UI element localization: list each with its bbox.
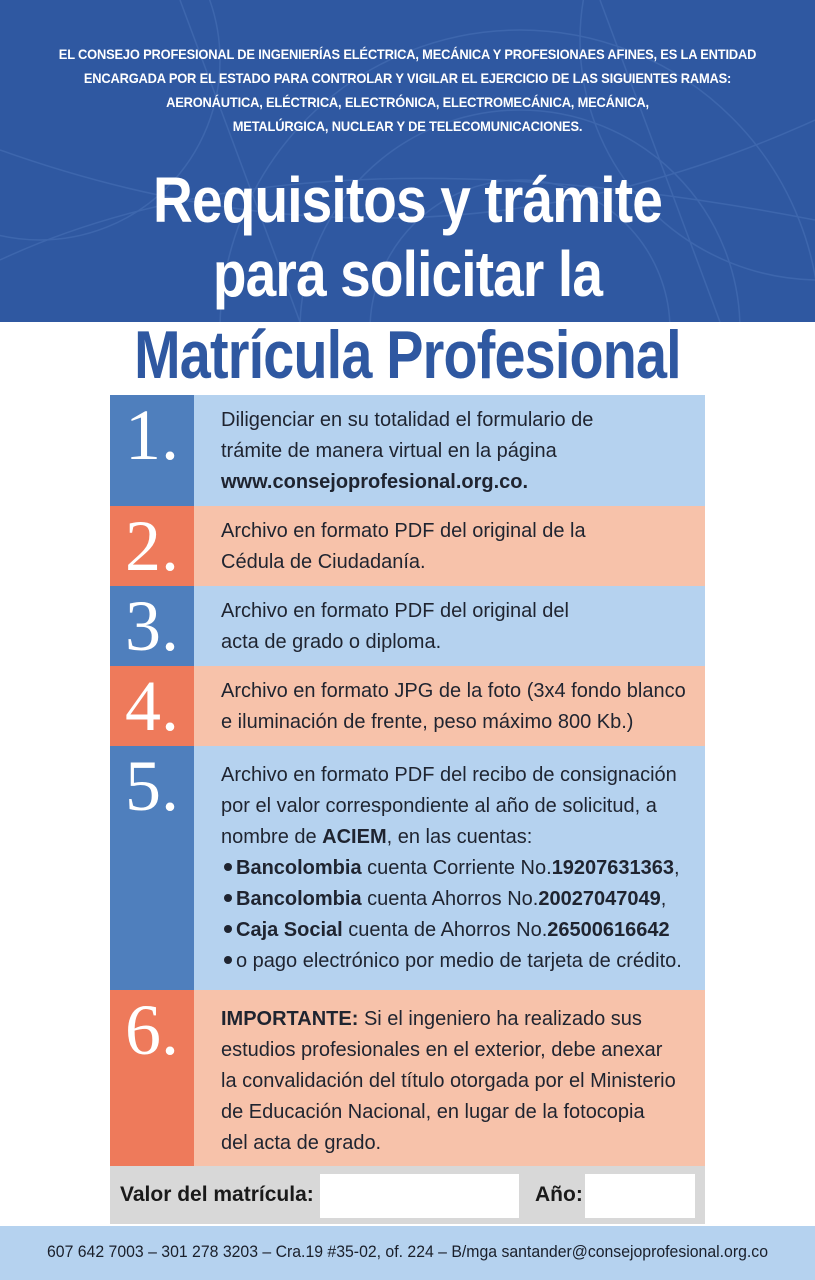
contact-footer	[0, 1226, 815, 1280]
account-item: Caja Social cuenta de Ahorros No.26500616642	[221, 915, 695, 946]
year-value-field[interactable]	[585, 1174, 695, 1218]
year-label: Año:	[535, 1183, 583, 1206]
step-text	[194, 506, 705, 586]
step-line: de Educación Nacional, en lugar de la fotocopia	[221, 1101, 645, 1123]
step-text	[194, 666, 705, 746]
step-line: por el valor correspondiente al año de solicitud, a	[221, 795, 657, 817]
step-line: la convalidación del título otorgada por el Ministerio	[221, 1070, 676, 1092]
step-number: 1.	[110, 395, 194, 506]
step-text	[194, 990, 705, 1166]
step-line: estudios profesionales en el exterior, debe anexar	[221, 1039, 663, 1061]
contact-info: 607 642 7003 – 301 278 3203 – Cra.19 #35-02, of. 224 – B/mga santander@consejoprofesional.org.co	[46, 1242, 768, 1261]
step-number: 4.	[110, 666, 194, 746]
step-line: Archivo en formato PDF del original del	[221, 600, 569, 622]
step-line: del acta de grado.	[221, 1132, 382, 1154]
step-line: Archivo en formato PDF del original de la	[221, 520, 586, 542]
step-6	[110, 990, 705, 1166]
intro-text: EL CONSEJO PROFESIONAL DE INGENIERÍAS ELÉCTRICA, MECÁNICA Y PROFESIONAES AFINES, ES LA ENTIDAD ENCARGADA POR EL ESTADO PARA CONTROLAR Y VIGILAR EL EJERCICIO DE LAS SIGUIENTES RAMAS: AERONÁUTICA, ELÉCTRICA, ELECTRÓNICA, ELECTROMECÁNICA, MECÁNICA, METALÚRGICA, NUCLEAR Y DE TELECOMUNICACIONES.	[58, 46, 757, 134]
step-line: Diligenciar en su totalidad el formulario de	[221, 409, 594, 431]
title-line-1: Requisitos y trámite	[153, 164, 662, 236]
bullet-icon	[224, 863, 232, 871]
step-number: 3.	[110, 586, 194, 666]
step-text	[194, 746, 705, 990]
step-4	[110, 666, 705, 746]
bullet-icon	[224, 894, 232, 902]
bullet-icon	[224, 925, 232, 933]
step-line: Archivo en formato PDF del recibo de consignación	[221, 764, 677, 786]
fee-value-field[interactable]	[320, 1174, 519, 1218]
title-line-3: Matrícula Profesional	[134, 317, 681, 393]
step-2	[110, 506, 705, 586]
steps-list	[110, 395, 705, 1166]
account-item: Bancolombia cuenta Corriente No.19207631363,	[221, 853, 695, 884]
fee-form-row	[110, 1166, 705, 1224]
step-text	[194, 395, 705, 506]
step-line: e iluminación de frente, peso máximo 800 Kb.)	[221, 711, 634, 733]
website-link[interactable]: www.consejoprofesional.org.co.	[221, 471, 529, 493]
step-line: Cédula de Ciudadanía.	[221, 551, 426, 573]
account-item: Bancolombia cuenta Ahorros No.20027047049,	[221, 884, 695, 915]
bullet-icon	[224, 956, 232, 964]
step-1	[110, 395, 705, 506]
step-line: trámite de manera virtual en la página	[221, 440, 557, 462]
step-3	[110, 586, 705, 666]
step-line: acta de grado o diploma.	[221, 631, 442, 653]
payment-option: o pago electrónico por medio de tarjeta de crédito.	[221, 946, 695, 977]
step-number: 5.	[110, 746, 194, 990]
title-line-2: para solicitar la	[212, 238, 603, 310]
step-text	[194, 586, 705, 666]
step-line: nombre de ACIEM, en las cuentas:	[221, 826, 533, 848]
step-line: IMPORTANTE: Si el ingeniero ha realizado sus	[221, 1008, 642, 1030]
step-number: 6.	[110, 990, 194, 1166]
fee-label: Valor del matrícula:	[120, 1183, 314, 1206]
step-line: Archivo en formato JPG de la foto (3x4 fondo blanco	[221, 680, 686, 702]
step-5	[110, 746, 705, 990]
step-number: 2.	[110, 506, 194, 586]
